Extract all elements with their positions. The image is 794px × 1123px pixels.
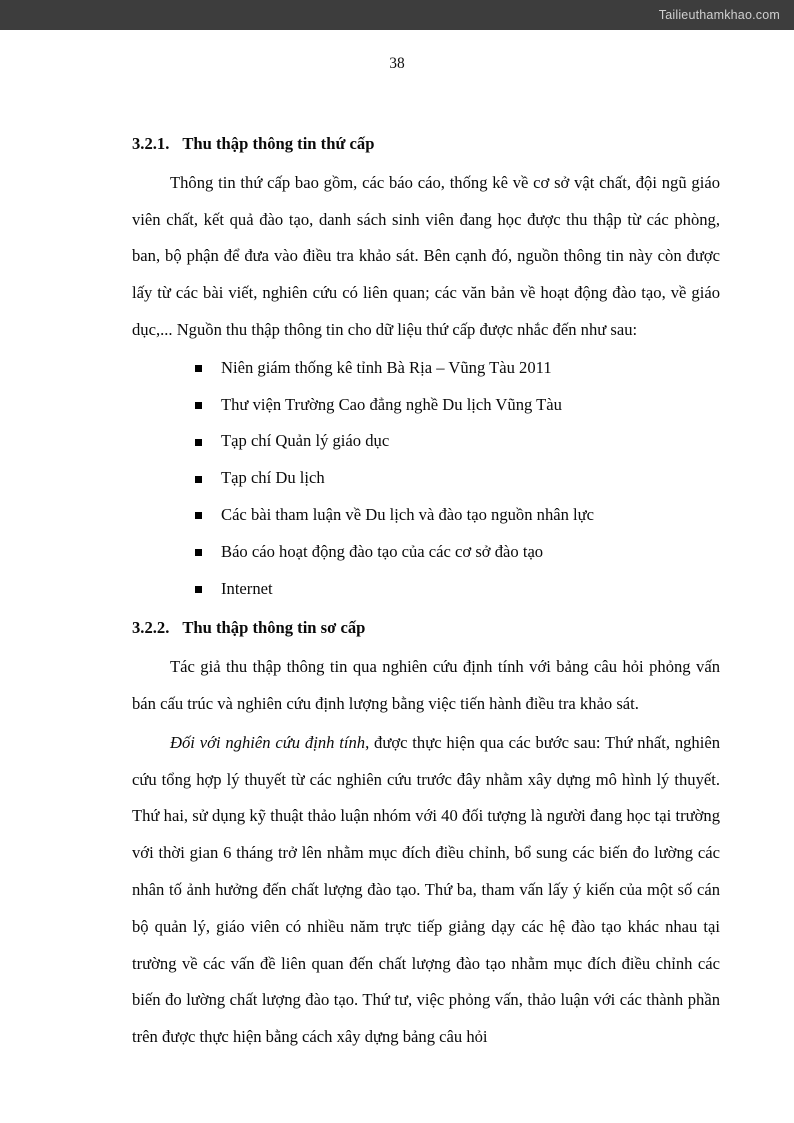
list-item-text: Tạp chí Quản lý giáo dục bbox=[221, 431, 390, 451]
page-number: 38 bbox=[389, 55, 405, 72]
square-bullet-icon bbox=[195, 512, 202, 519]
list-item bbox=[195, 460, 720, 497]
section-heading-321 bbox=[132, 126, 720, 163]
list-item-text: Niên giám thống kê tỉnh Bà Rịa – Vũng Tàu 2011 bbox=[221, 357, 552, 377]
paragraph-primary-data-intro: Tác giả thu thập thông tin qua nghiên cứu định tính với bảng câu hỏi phỏng vấn bán cấu trúc và nghiên cứu định lượng bằng việc tiến hành điều tra khảo sát. bbox=[132, 657, 720, 713]
square-bullet-icon bbox=[195, 365, 202, 372]
list-item-text: Các bài tham luận về Du lịch và đào tạo nguồn nhân lực bbox=[221, 504, 595, 524]
list-item bbox=[195, 571, 720, 608]
list-item bbox=[195, 423, 720, 460]
square-bullet-icon bbox=[195, 439, 202, 446]
watermark-text: Tailieuthamkhao.com bbox=[658, 8, 780, 22]
list-item-text: Báo cáo hoạt động đào tạo của các cơ sở đào tạo bbox=[221, 541, 544, 561]
paragraph-qualitative-method bbox=[132, 725, 720, 1056]
list-item bbox=[195, 534, 720, 571]
square-bullet-icon bbox=[195, 586, 202, 593]
square-bullet-icon bbox=[195, 549, 202, 556]
list-item-text: Tạp chí Du lịch bbox=[221, 468, 325, 488]
section-title: Thu thập thông tin thứ cấp bbox=[182, 134, 375, 153]
paragraph-secondary-data: Thông tin thứ cấp bao gồm, các báo cáo, thống kê về cơ sở vật chất, đội ngũ giáo viên chất, kết quả đào tạo, danh sách sinh viên đang học được thu thập từ các phòng, ban, bộ phận để đưa vào điều tra khảo sát. Bên cạnh đó, nguồn thông tin này còn được lấy từ các bài viết, nghiên cứu có liên quan; các văn bản về hoạt động đào tạo, về giáo dục,... Nguồn thu thập thông tin cho dữ liệu thứ cấp được nhắc đến như sau: bbox=[132, 172, 720, 339]
list-item bbox=[195, 387, 720, 424]
section-number: 3.2.1. bbox=[132, 134, 170, 153]
list-item-text: Thư viện Trường Cao đẳng nghề Du lịch Vũng Tàu bbox=[221, 394, 562, 414]
section-heading-322 bbox=[132, 610, 720, 647]
list-item bbox=[195, 497, 720, 534]
italic-lead-text: Đối với nghiên cứu định tính bbox=[170, 732, 366, 752]
source-bullet-list bbox=[195, 350, 720, 608]
square-bullet-icon bbox=[195, 402, 202, 409]
watermark-bar bbox=[0, 0, 794, 30]
section-title: Thu thập thông tin sơ cấp bbox=[182, 618, 366, 638]
list-item bbox=[195, 350, 720, 387]
section-number: 3.2.2. bbox=[132, 618, 170, 638]
list-item-text: Internet bbox=[221, 578, 273, 598]
document-body bbox=[132, 126, 720, 1056]
paragraph-continuation: , được thực hiện qua các bước sau: Thứ nhất, nghiên cứu tổng hợp lý thuyết từ các nghiên cứu trước đây nhằm xây dựng mô hình lý thuyết. Thứ hai, sử dụng kỹ thuật thảo luận nhóm với 40 đối tượng là người đang học tại trường với thời gian 6 tháng trở lên nhằm mục đích điều chỉnh, bổ sung các biến đo lường các nhân tố ảnh hưởng đến chất lượng đào tạo. Thứ ba, tham vấn lấy ý kiến của một số cán bộ quản lý, giáo viên có nhiều năm trực tiếp giảng dạy các hệ đào tạo khác nhau tại trường về các vấn đề liên quan đến chất lượng đào tạo nhằm mục đích điều chỉnh các biến đo lường chất lượng đào tạo. Thứ tư, việc phỏng vấn, thảo luận với các thành phần trên được thực hiện bằng cách xây dựng bảng câu hỏi bbox=[132, 732, 720, 1047]
square-bullet-icon bbox=[195, 476, 202, 483]
